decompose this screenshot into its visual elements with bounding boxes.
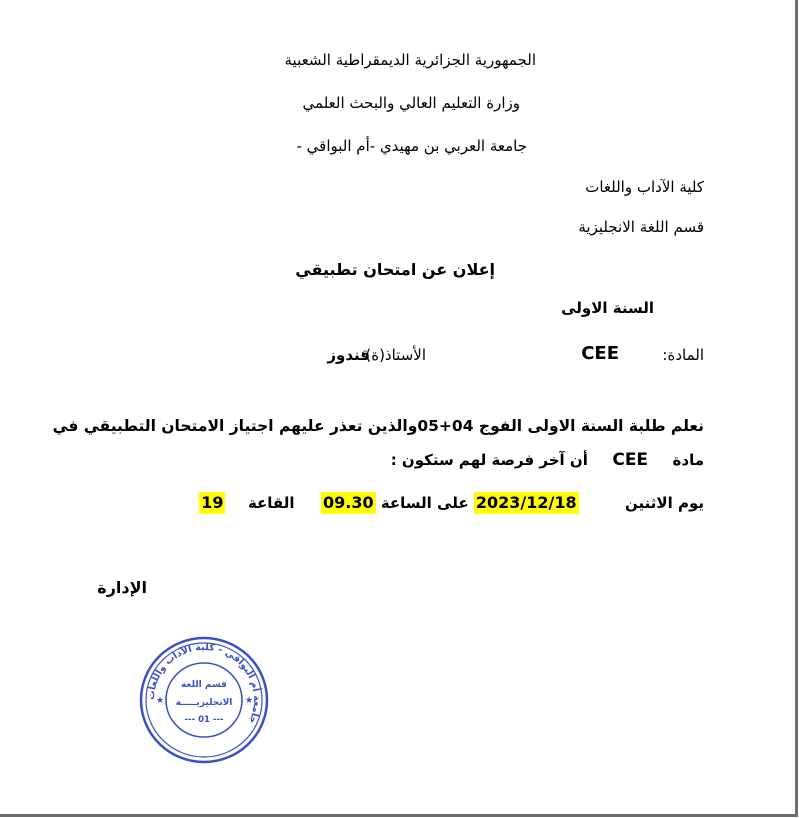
faculty-label: كلية الآداب واللغات [585,178,704,196]
stamp-number: --- 01 --- [184,715,224,725]
exam-time: 09.30 [322,493,374,512]
exam-day: يوم الاثنين [625,494,704,512]
notice-line-2-suffix: أن آخر فرصة لهم ستكون : [390,451,588,469]
stamp-inner-line-2: الانجليزيـــــة [175,698,233,708]
stamp-star-left-icon: ★ [156,696,165,706]
subject-value: CEE [581,343,619,364]
exam-date: 2023/12/18 [475,493,577,512]
university-heading: جامعة العربي بن مهيدي -أم البواقي - [296,137,527,155]
subject-label: المادة: [662,346,704,364]
notice-line-2-prefix: مادة [672,451,704,469]
exam-time-label: على الساعة [380,494,469,512]
exam-schedule-line [199,492,704,514]
teacher-name: قندوز [327,346,370,364]
stamp-star-right-icon: ★ [245,696,254,706]
teacher-label: الأستاذ(ة): [360,346,426,364]
stamp-inner-line-1: قسم اللغة [181,680,227,690]
exam-room-label: القاعة [247,494,295,512]
notice-line-2-subject: CEE [612,450,649,470]
stamp-outer-text: جامعة أم البواقي - كلية الآداب واللغات [145,641,263,726]
notice-line-1: نعلم طلبة السنة الاولى الفوج 04+05والذين تعذر عليهم اجتياز الامتحان التطبيقي في [52,417,704,435]
year-label: السنة الاولى [561,299,654,317]
republic-heading: الجمهورية الجزائرية الديمقراطية الشعبية [284,51,536,69]
department-label: قسم اللغة الانجليزية [578,218,704,236]
administration-signature: الإدارة [97,578,147,597]
department-stamp [138,635,270,765]
announcement-title: إعلان عن امتحان تطبيقي [295,260,495,279]
ministry-heading: وزارة التعليم العالي والبحث العلمي [302,94,520,112]
notice-line-2 [391,450,704,470]
exam-room: 19 [201,493,224,512]
